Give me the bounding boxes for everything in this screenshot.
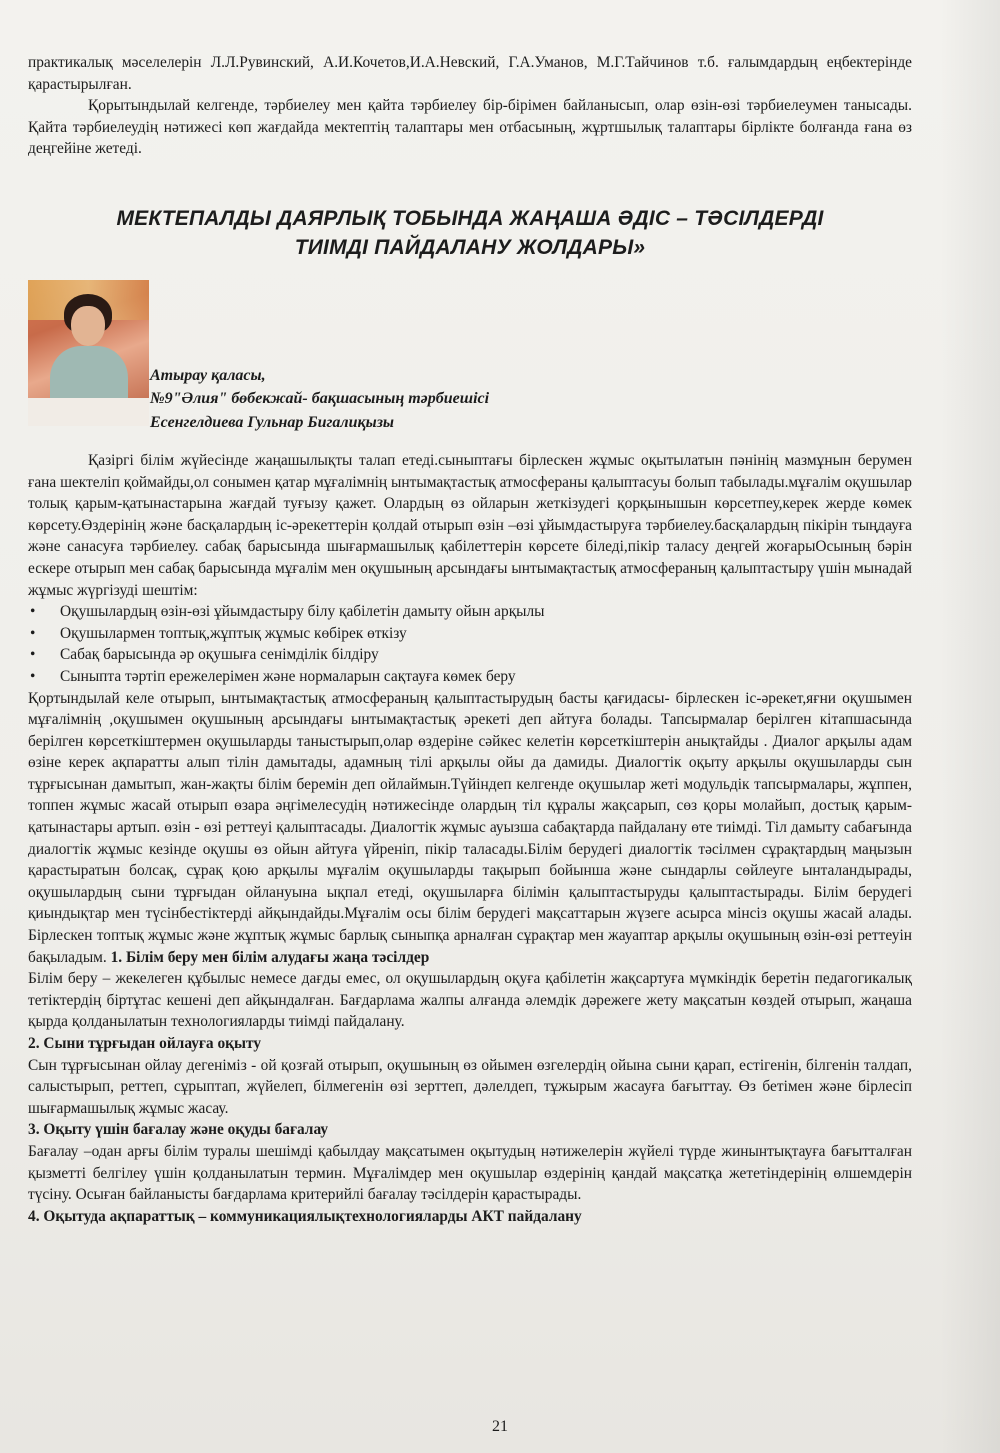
author-info [150, 364, 489, 435]
section-heading-1: 1. Білім беру мен білім алудағы жаңа тәсілдер [110, 948, 430, 966]
list-item: • Сыныпта тәртіп ережелерімен және нормаларын сақтауға көмек беру [28, 666, 912, 688]
bullet-list [28, 601, 912, 687]
body-paragraph-1: Қазіргі білім жүйесінде жаңашылықты талап етеді.сыныптағы бірлескен жұмыс оқытылатын пәнінің мазмұнын берумен ғана шектеліп қоймайды,ол сонымен қатар мұғалімнің ынтымақтастық атмосфераны қалыптасуы болып табылады.мұғалім оқушылар толық қарым-қатынастарына жағдай туғызу қажет. Олардың өз ойларын жеткізудегі қорқынышын көрсетпеу,керек жерде көмек көрсету.Өздерінің және басқалардың іс-әрекеттерін қолдай отырып өзін –өзі ұйымдастыруға тәрбиелеу.басқалардың пікірін тыңдауға және санасуға тәрбиелеу. сабақ барысында шығармашылық қабілеттерін көрсете біледі,пікір таласу деңгей жоғарыОсының бәрін ескере отырып мен сабақ барысында мұғалім мен оқушының арсындағы ынтымақтастық атмосфераның қалыптастыру үшін мынадай жұмыс жүргізуді шештім: [28, 451, 912, 599]
article-title [28, 204, 912, 262]
body-paragraph-5: Бағалау –одан арғы білім туралы шешімді қабылдау мақсатымен оқытудың нәтижелерін жүйелі түрде жинынтықтауға бағытталған қызметті белгілеу үшін қолданылатын термин. Мұғалімдер мен оқушылар өздерінің қандай мақсатқа жететіндерінің өлшемдерін түсіну. Осыған байланысты бағдарлама критерийлі бағалау тәсілдерін қарастырады. [28, 1142, 912, 1204]
author-city: Атырау қаласы, [150, 366, 266, 384]
intro-line: практикалық мәселелерін Л.Л.Рувинский, А.И.Кочетов,И.А.Невский, Г.А.Уманов, М.Г.Тайчинов т.б. ғалымдардың еңбектерінде қарастырылған. [28, 54, 912, 93]
body-paragraph-3: Білім беру – жекелеген құбылыс немесе дағды емес, ол оқушылардың оқуға қабілетін жақсартуға мүмкіндік беретін педагогикалық тетіктердің біртұтас кешені деп айқындалған. Бағдарлама жалпы алғанда әлемдік дәрежеге жету мақсатын көздей отырып, жаңаша қырда қолданылатын технологияларды тиімді пайдалану. [28, 970, 912, 1031]
section-heading-2: 2. Сыни тұрғыдан ойлауға оқыту [28, 1035, 262, 1052]
body-paragraph-4: Сын тұрғысынан ойлау дегеніміз - ой қозғай отырып, оқушының өз ойымен өзгелердің ойына сыни қарап, естігенін, білгенін талдап, салыстырып, реттеп, сұрыптап, жүйелеп, білмегенін өзі зерттеп, дәлелдеп, тұжырым жасауға бағыттау. Өз бетімен және бірлесіп шығармашылық жұмыс жасау. [28, 1056, 912, 1117]
page-edge-shadow [940, 0, 1000, 1453]
author-photo [28, 280, 149, 426]
body-paragraph-2-text: Қортындылай келе отырып, ынтымақтастық атмосфераның қалыптастырудың басты қағидасы- бірлескен іс-әрекет,яғни оқушымен мұғалімнің ,оқушымен оқушының арсындағы ынтымақтастық әрекеті деп айтуға болады. Тапсырмалар берілген кітапшасында берілген көрсеткіштермен оқушыларды таныстырып,олар өздеріне сәйкес келетін көрсеткіштерін анықтайды . Диалог арқылы адам өзіне керек ақпаратты алып тілін дамытады, адамның тілі арқылы ойы да дамиды. Диалогтік оқыту арқылы оқушыларды сын тұрғысынан дамытып, жан-жақты білім беремін деп ойлаймын.Түйіндеп келгенде оқушылар жеті модульдік тапсырмалары, жұппен, топпен жұмыс жасай отырып өзара әңгімелесудің нәтижесінде олардың тіл құралы жақсарып, сөз қоры молайып, достық қарым- қатынастары артып. өзін - өзі реттеуі қалыптасады. Диалогтік жұмыс ауызша сабақтарда пайдалану өте тиімді. Тіл дамыту сабағында диалогтік жұмыс кезінде оқушы өз ойын айтуға үйреніп, пікір таласады.Білім берудегі диалогтік тәсілмен сұрақтардың маңызын қарастыратын болсақ, сұрақ қою арқылы мұғалім оқушыларды тақырып бойынша және сындарлы сөйлеуге ынталандырады, оқушылардың сыни тұрғыдан ойлануына ықпал етеді, оқушыларға білімін қалыптастыруды қалыптастырады. Білім берудегі қиындықтар мен түсінбестіктерді айқындайды.Мұғалім осы білім берудегі мақсаттарын жүзеге асырса мінсіз оқушы жасай алады. Бірлескен топтық жұмыс және жұптық жұмыс барлық сыныпқа арналған сұрақтар мен жауаптар арқылы оқушының өзін-өзі реттеуін бақыладым. [28, 689, 912, 966]
list-item: • Оқушылармен топтық,жұптық жұмыс көбірек өткізу [28, 623, 912, 645]
article-title-line2: ТИІМДІ ПАЙДАЛАНУ ЖОЛДАРЫ» [294, 235, 646, 259]
article-title-line1: МЕКТЕПАЛДЫ ДАЯРЛЫҚ ТОБЫНДА ЖАҢАША ӘДІС – ТӘСІЛДЕРДІ [116, 206, 824, 230]
author-organization: №9"Әлия" бөбекжай- бақшасының тәрбиешісі [150, 390, 490, 408]
author-block [28, 280, 912, 450]
section-heading-4: 4. Оқытуда ақпараттық – коммуникациялықтехнологияларды АКТ пайдалану [28, 1207, 582, 1225]
author-name: Есенгелдиева Гульнар Бигалиқызы [150, 413, 395, 431]
list-item: • Сабақ барысында әр оқушыға сенімділік білдіру [28, 644, 912, 666]
list-item: • Оқушылардың өзін-өзі ұйымдастыру білу қабілетін дамыту ойын арқылы [28, 601, 912, 623]
intro-paragraph: Қорытындылай келгенде, тәрбиелеу мен қайта тәрбиелеу бір-бірімен байланысып, олар өзін-өзі тәрбиелеумен танысады. Қайта тәрбиелеудің нәтижесі көп жағдайда мектептің талаптары мен отбасының, жұртшылық талаптары бірлікте болғанда ғана өз деңгейіне жетеді. [28, 97, 912, 158]
page-number: 21 [492, 1418, 508, 1435]
section-heading-3: 3. Оқыту үшін бағалау және оқуды бағалау [28, 1121, 329, 1139]
body-paragraph-2 [28, 688, 912, 969]
